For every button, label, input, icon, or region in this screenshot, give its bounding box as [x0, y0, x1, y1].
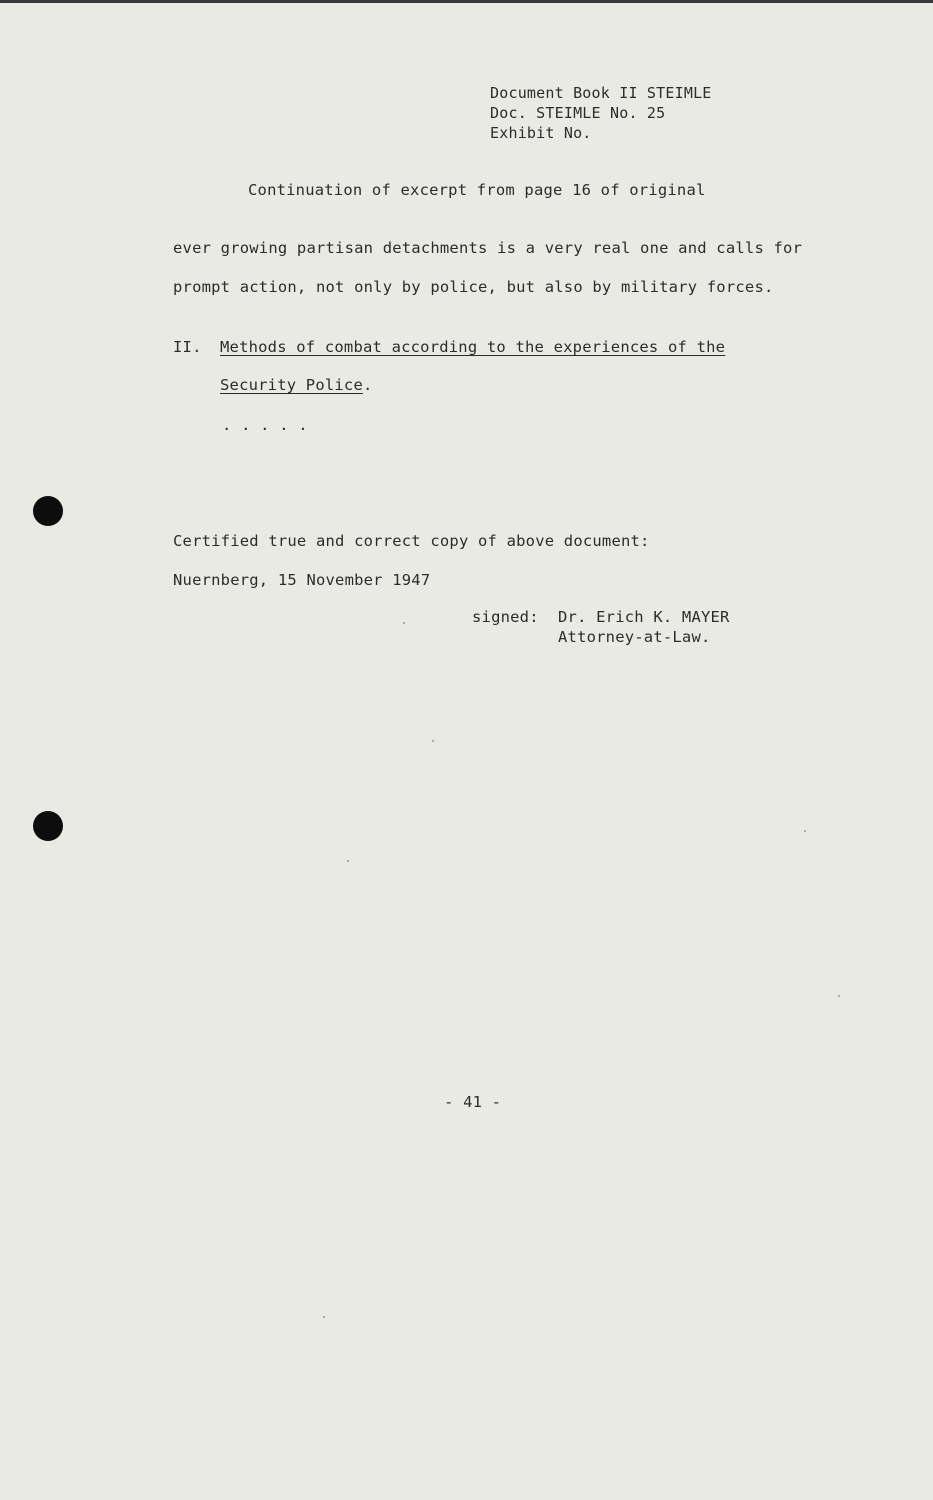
paper-speck [347, 860, 349, 862]
paragraph-line-1: ever growing partisan detachments is a very real one and calls for [173, 239, 803, 257]
top-edge [0, 0, 933, 3]
signer-name: Dr. Erich K. MAYER [558, 608, 730, 626]
section-number: II. [173, 338, 202, 356]
omission-ellipsis: . . . . . [222, 416, 308, 434]
section-title-line-2-wrap [220, 375, 373, 395]
section-title-line-1: Methods of combat according to the experiences of the [220, 338, 726, 356]
section-title-period: . [362, 376, 373, 394]
paper-speck [432, 740, 434, 742]
punch-hole-bottom [33, 811, 63, 841]
certification-statement: Certified true and correct copy of above document: [173, 532, 650, 550]
paper-speck [323, 1316, 325, 1318]
header-exhibit: Exhibit No. [490, 124, 592, 142]
header-book: Document Book II STEIMLE [490, 84, 712, 102]
punch-hole-top [33, 496, 63, 526]
signed-label: signed: [472, 608, 539, 626]
excerpt-subtitle: Continuation of excerpt from page 16 of original [248, 181, 706, 199]
paragraph-line-2: prompt action, not only by police, but also by military forces. [173, 278, 774, 296]
signer-title: Attorney-at-Law. [558, 628, 711, 646]
section-title-line-2: Security Police [220, 376, 363, 394]
header-doc-number: Doc. STEIMLE No. 25 [490, 104, 666, 122]
paper-speck [804, 830, 806, 832]
page-number: - 41 - [444, 1093, 502, 1111]
paper-speck [838, 995, 840, 997]
paper-speck [403, 622, 405, 624]
certification-place-date: Nuernberg, 15 November 1947 [173, 571, 431, 589]
